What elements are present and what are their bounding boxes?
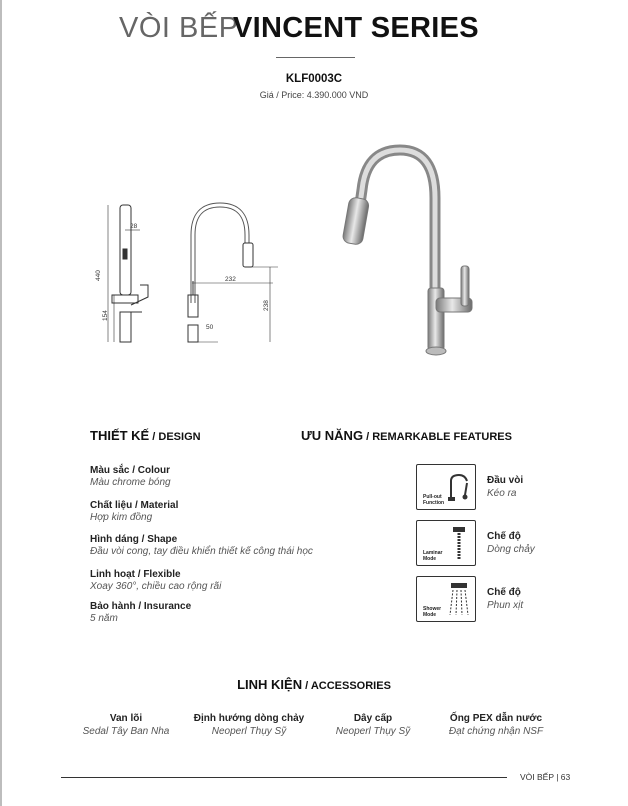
accessory-label: Van lõi [109,713,143,724]
design-heading [90,428,201,443]
accessories-heading-main: LINH KIỆN [237,677,303,692]
feature-box-label [423,494,444,506]
dim-238: 238 [263,300,270,311]
spec-item-flexible [90,569,221,592]
spec-label: Hình dáng / Shape [90,534,178,545]
feature-title: Chế độ [487,587,521,598]
accessory-value: Neoperl Thụy Sỹ [211,726,287,737]
category-title: VÒI BẾP [119,12,239,44]
accessory-value: Sedal Tây Ban Nha [82,726,170,737]
feature-box-shower [416,576,476,622]
feature-title: Đầu vòi [487,475,524,486]
accessory-value: Đạt chứng nhận NSF [448,726,544,737]
feature-desc: Dòng chảy [487,544,535,555]
feature-box-line1: Laminar [423,550,443,556]
spec-item-colour [90,465,171,488]
accessory-label: Dây cấp [353,713,393,724]
feature-desc: Kéo ra [487,488,517,499]
front-view-head [243,243,253,267]
spec-value: Hợp kim đồng [90,512,153,523]
feature-desc: Phun xịt [487,600,524,611]
accessory-label: Định hướng dòng chảy [193,713,305,724]
side-view-shank [120,312,131,342]
design-heading-sub: / DESIGN [149,431,201,443]
feature-box-line2: Mode [423,612,437,618]
spec-label: Linh hoạt / Flexible [90,569,181,580]
footer-page-label: VÒI BẾP | 63 [520,772,571,782]
dim-232: 232 [225,276,236,283]
feature-box-line1: Shower [423,606,442,612]
front-view-spout [193,205,247,303]
feature-text-pull-out [487,475,523,499]
feature-box-line2: Function [423,500,445,506]
feature-title: Chế độ [487,531,521,542]
accessories-heading [0,677,628,692]
footer-rule [61,777,507,778]
spec-item-material [90,500,178,523]
dim-154: 154 [102,310,109,321]
features-heading-main: ƯU NĂNG [301,428,364,443]
accessory-value: Neoperl Thụy Sỹ [335,726,411,737]
accessory-label: Ống PEX dẫn nước [449,713,543,724]
series-title: VINCENT SERIES [233,12,479,44]
product-image [338,138,488,360]
spec-value: Màu chrome bóng [90,477,171,488]
spec-label: Chất liệu / Material [90,500,179,511]
feature-box-line1: Pull-out [423,494,442,500]
dim-440: 440 [95,270,102,281]
front-view-base [188,325,198,342]
product-lever [461,266,469,306]
spec-item-shape [90,534,313,557]
dim-28: 28 [130,223,138,230]
dim-50: 50 [206,324,214,331]
shower-icon [447,581,471,617]
product-spray-head [342,197,370,246]
title-underline [276,57,355,58]
spec-label: Bảo hành / Insurance [90,601,192,612]
product-body [428,288,444,350]
spec-value: 5 năm [90,613,118,624]
feature-text-shower [487,587,523,611]
accessory-pex [421,713,571,737]
features-heading-sub: / REMARKABLE FEATURES [363,431,512,443]
model-code: KLF0003C [285,73,343,85]
price-text: Giá / Price: 4.390.000 VND [259,90,369,100]
spec-label: Màu sắc / Colour [90,465,171,476]
design-heading-main: THIẾT KẾ [90,428,150,443]
features-heading [301,428,512,443]
spec-value: Xoay 360°, chiều cao rộng rãi [90,581,222,592]
feature-text-laminar [487,531,535,555]
feature-box-line2: Mode [423,556,437,562]
laminar-icon [451,525,467,561]
feature-box-laminar [416,520,476,566]
technical-drawing [80,195,300,355]
side-view-button [123,249,127,259]
spec-item-insurance [90,601,191,624]
feature-box-pull-out [416,464,476,510]
accessories-heading-sub: / ACCESSORIES [302,680,391,692]
feature-box-label [423,606,441,618]
side-view-base [112,295,138,303]
pull-out-icon [445,471,473,503]
spec-value: Đầu vòi cong, tay điều khiển thiết kế công thái học [90,546,313,557]
feature-box-label [423,550,442,562]
